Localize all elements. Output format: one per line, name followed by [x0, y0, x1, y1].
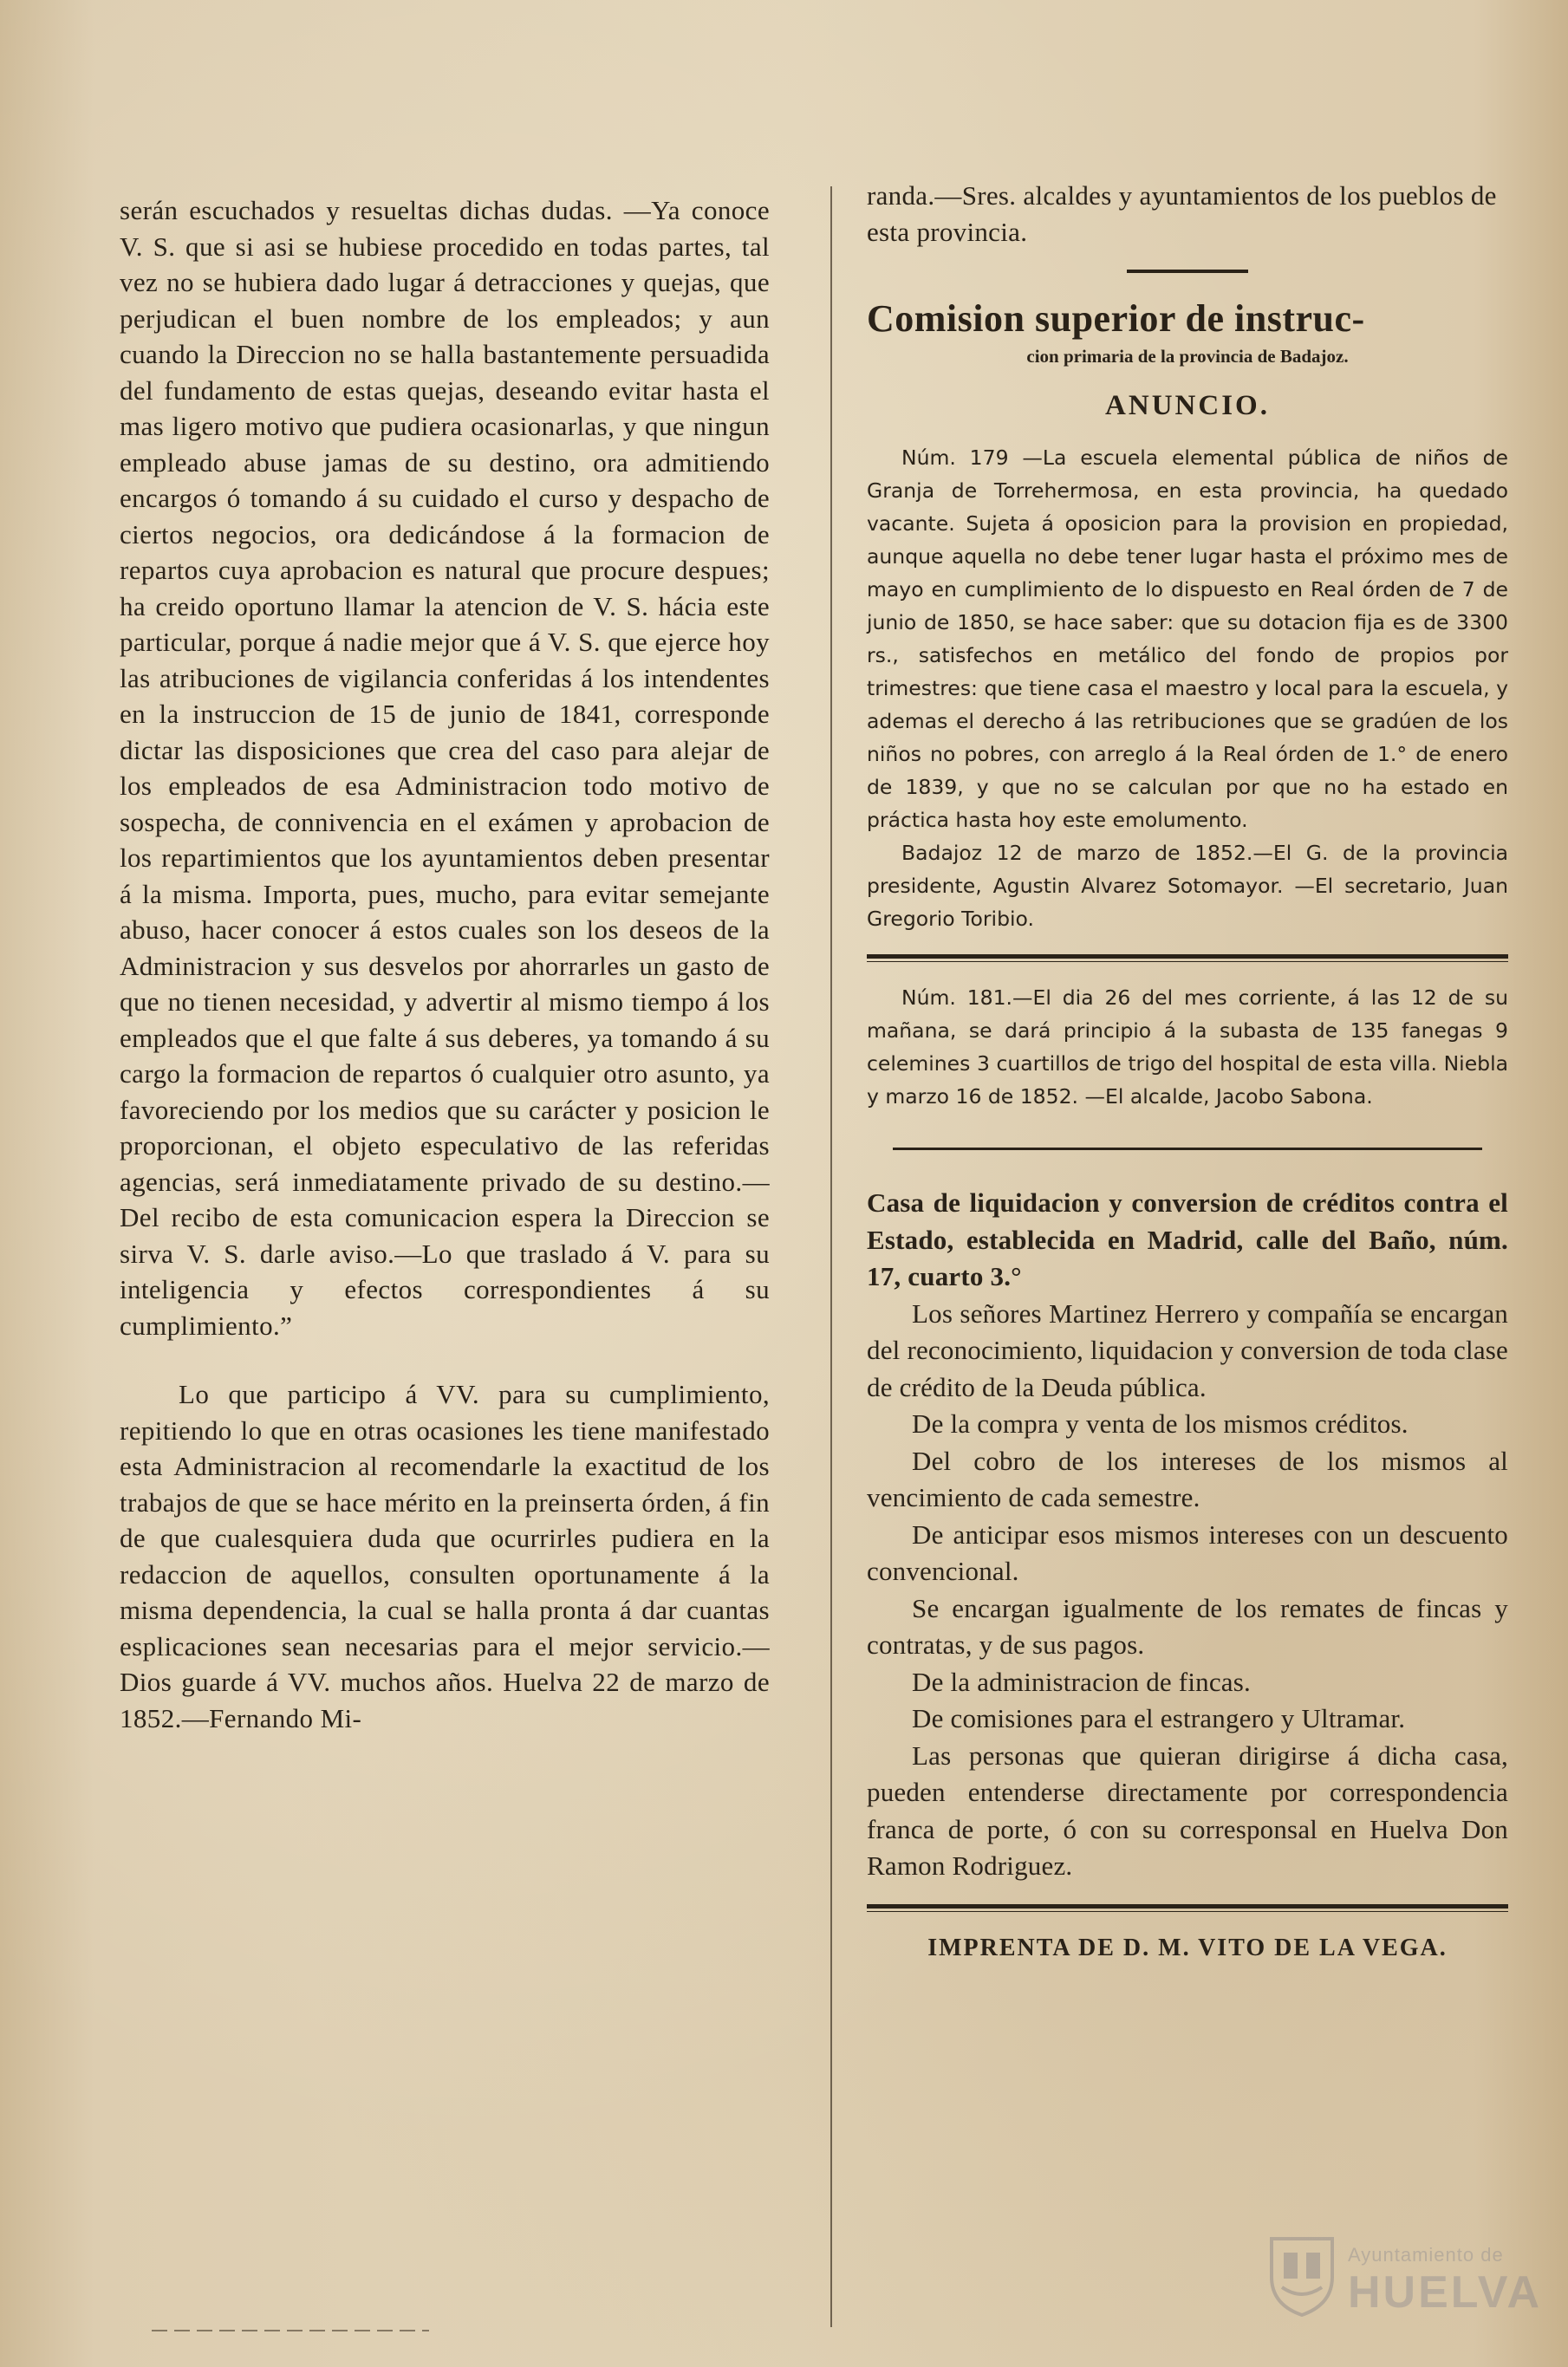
left-paragraph-2: Lo que participo á VV. para su cumplimiento, repitiendo lo que en otras ocasiones les tiene manifestado esta Administracion al recomendarle la exactitud de los trabajos de que se hace mérito en la preinserta órden, á fin de que cualesquiera duda que ocurrirles pudiera en la redaccion de aquellos, consulten oportunamente á la misma dependencia, la cual se halla pronta á dar cuantas esplicaciones sean necesarias para el mejor servicio.—Dios guarde á VV. muchos años. Huelva 22 de marzo de 1852.—Fernando Mi- — [120, 1379, 770, 1733]
coat-of-arms-icon — [1265, 2232, 1339, 2318]
watermark-line-1: Ayuntamiento de — [1348, 2244, 1504, 2266]
bottom-ink-stroke — [152, 2330, 429, 2331]
double-divider — [867, 954, 1508, 962]
casa-paragraph: De la administracion de fincas. — [912, 1666, 1251, 1697]
casa-paragraph: De la compra y venta de los mismos créditos. — [912, 1408, 1409, 1439]
column-divider — [830, 186, 832, 2327]
notice-181: Núm. 181.—El dia 26 del mes corriente, á las 12 de su mañana, se dará principio á la subasta de 135 fanegas 9 celemines 3 cuartillos de trigo del hospital de esta villa. Niebla y marzo 16 de 1852. —El alcalde, Jacobo Sabona. — [867, 985, 1508, 1109]
left-paragraph-1: serán escuchados y resueltas dichas dudas. —Ya conoce V. S. que si asi se hubiese procedido en todas partes, tal vez no se hubiera dado lugar á detracciones y quejas, que perjudican el buen nombre de los empleados; y aun cuando la Direccion no se halla bastantemente persuadida del fundamento de estas quejas, deseando evitar hasta el mas ligero motivo que pudiera ocasionarlas, y que ningun empleado abuse jamas de su destino, ora admitiendo encargos ó tomando á su cuidado el curso y despacho de ciertos negocios, ora dedicándose á la formacion de repartos cuya aprobacion es natural que procure despues; ha creido oportuno llamar la atencion de V. S. hácia este particular, porque á nadie mejor que á V. S. que ejerce hoy las atribuciones de vigilancia conferidas á los intendentes en la instruccion de 15 de junio de 1841, corresponde dictar las disposiciones que crea del caso para alejar de los empleados de esa Administracion todo motivo de sospecha, de connivencia en el exámen y aprobacion de los repartimientos que los ayuntamientos deben presentar á la misma. Importa, pues, mucho, para evitar semejante abuso, hacer conocer á estos cuales son los deseos de la Administracion y sus desvelos por ahorrarles un gasto de que no tienen necesidad, y advertir al mismo tiempo á los empleados que el que falte á sus deberes, ya tomando á su cargo la formacion de repartos ó cualquier otro asunto, ya favoreciendo por los medios que su carácter y posicion le proporcionan, el objeto especulativo de las referidas agencias, será inmediatamente privado de su destino.— Del recibo de esta comunicacion espera la Direccion se sirva V. S. darle aviso.—Lo que traslado á V. para su inteligencia y efectos correspondientes á su cumplimiento.” — [120, 195, 770, 1341]
left-column — [120, 192, 770, 1736]
casa-liquidacion-ad — [867, 1185, 1508, 1885]
watermark-line-2: HUELVA — [1348, 2267, 1543, 2318]
casa-paragraph: De comisiones para el estrangero y Ultramar. — [912, 1703, 1406, 1733]
commission-title: Comision superior de instruc- — [867, 297, 1365, 340]
casa-paragraph: De anticipar esos mismos intereses con un descuento convencional. — [867, 1518, 1508, 1586]
closing-divider — [867, 1904, 1508, 1912]
right-column — [867, 178, 1508, 1962]
casa-paragraph: Se encargan igualmente de los remates de fincas y contratas, y de sus pagos. — [867, 1592, 1508, 1660]
notice-179-signature: Badajoz 12 de marzo de 1852.—El G. de la provincia presidente, Agustin Alvarez Sotomayor. —El secretario, Juan Gregorio Toribio. — [867, 841, 1508, 931]
short-divider — [1127, 270, 1248, 273]
anuncio-heading: ANUNCIO. — [1105, 390, 1270, 421]
thin-divider — [893, 1148, 1483, 1150]
intro-continuation: randa.—Sres. alcaldes y ayuntamientos de los pueblos de esta provincia. — [867, 180, 1497, 247]
casa-paragraph: Los señores Martinez Herrero y compañía se encargan del reconocimiento, liquidacion y conversion de toda clase de crédito de la Deuda pública. — [867, 1297, 1508, 1402]
casa-paragraph: Las personas que quieran dirigirse á dicha casa, pueden entenderse directamente por correspondencia franca de porte, ó con su corresponsal en Huelva Don Ramon Rodriguez. — [867, 1739, 1508, 1881]
imprenta-footer: IMPRENTA DE D. M. VITO DE LA VEGA. — [927, 1934, 1448, 1961]
commission-subtitle: cion primaria de la provincia de Badajoz. — [1026, 346, 1349, 367]
casa-title: Casa de liquidacion y conversion de créditos contra el Estado, establecida en Madrid, calle del Baño, núm. 17, cuarto 3.° — [867, 1187, 1508, 1291]
notice-179 — [867, 441, 1508, 836]
huelva-watermark — [1265, 2228, 1543, 2332]
casa-paragraph: Del cobro de los intereses de los mismos al vencimiento de cada semestre. — [867, 1445, 1508, 1512]
notice-179-text: Núm. 179 —La escuela elemental pública de niños de Granja de Torrehermosa, en esta provincia, ha quedado vacante. Sujeta á oposicion para la provision en propiedad, aunque aquella no debe tener lugar hasta el próximo mes de mayo en cumplimiento de lo dispuesto en Real órden de 7 de junio de 1850, se hace saber: que su dotacion fija es de 3300 rs., satisfechos en metálico del fondo de propios por trimestres: que tiene casa el maestro y local para la escuela, y ademas el derecho á las retribuciones que se gradúen de los niños no pobres, con arreglo á la Real órden de 1.° de enero de 1839, y que no se calculan por que no ha estado en práctica hasta hoy este emolumento. — [867, 445, 1508, 832]
